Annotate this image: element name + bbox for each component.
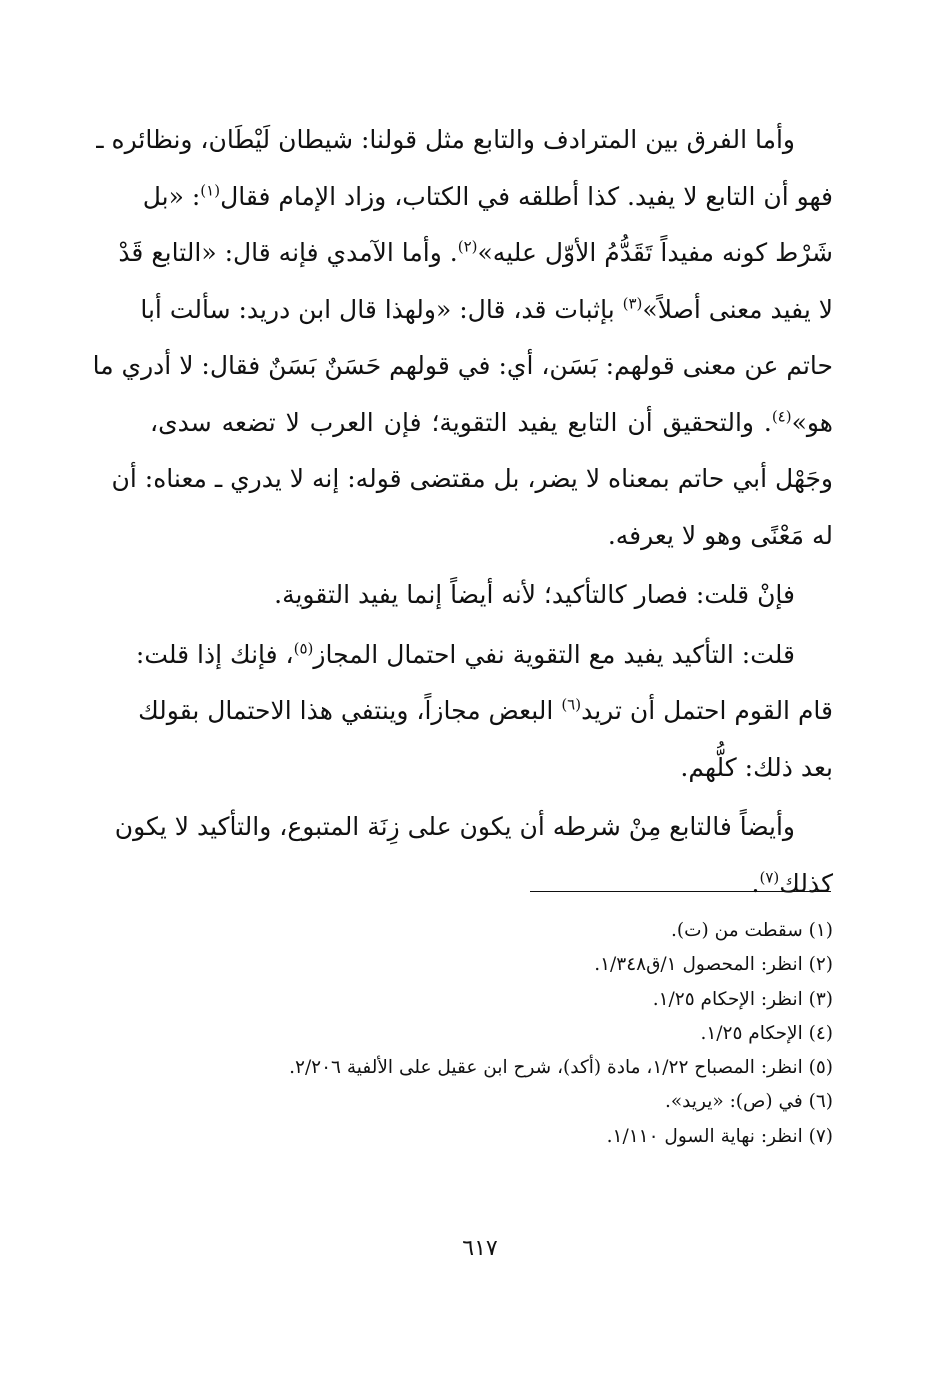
text-segment: وجَهْل أبي حاتم بمعناه لا يضر، بل مقتضى قوله: إنه لا يدري ـ معناه: أن xyxy=(111,464,833,493)
page-number: ٦١٧ xyxy=(462,1236,498,1261)
text-line xyxy=(111,451,833,508)
text-segment: وأما الفرق بين المترادف والتابع مثل قولنا: شيطان لَيْطَان، ونظائره ـ xyxy=(96,125,795,154)
footnote: (٤) الإحكام ١/٢٥. xyxy=(700,1022,833,1044)
text-segment: ، فإنك إذا قلت: xyxy=(135,639,294,669)
text-line xyxy=(92,338,833,395)
footnote-separator xyxy=(530,891,831,892)
text-segment: له مَعْنًى وهو لا يعرفه. xyxy=(607,520,833,550)
text-line xyxy=(142,169,833,226)
text-segment: : «بل xyxy=(142,181,201,211)
text-segment: حاتم عن معنى قولهم: بَسَن، أي: في قولهم حَسَنٌ بَسَنٌ فقال: لا أدري ما xyxy=(92,351,833,380)
text-segment: بعد ذلك: كلُّهم. xyxy=(680,752,833,782)
text-line xyxy=(114,799,833,856)
footnote: (١) سقطت من (ت). xyxy=(671,920,833,941)
text-line xyxy=(150,856,833,913)
text-segment: قام القوم احتمل أن تريد xyxy=(581,696,833,725)
footnote: (٣) انظر: الإحكام ١/٢٥. xyxy=(652,988,833,1010)
footnote: (٧) انظر: نهاية السول ١/١١٠. xyxy=(606,1125,833,1147)
text-line xyxy=(150,508,833,565)
text-segment: كذلك xyxy=(779,868,833,898)
text-line xyxy=(138,683,833,740)
text-line xyxy=(96,112,833,169)
footnotes xyxy=(213,914,833,1154)
text-line xyxy=(150,567,833,624)
text-segment: وأيضاً فالتابع مِنْ شرطه أن يكون على زِنَة المتبوع، والتأكيد لا يكون xyxy=(114,812,795,841)
footnote: (٦) في (ص): «يريد». xyxy=(664,1091,833,1113)
footnote-ref[interactable]: (١) xyxy=(200,181,221,200)
text-segment: . وأما الآمدي فإنه قال: «التابع قَدْ xyxy=(118,238,458,267)
text-segment: شَرْط كونه مفيداً تَقَدُّمُ الأوّل عليه» xyxy=(477,238,833,267)
footnote-ref[interactable]: (٤) xyxy=(771,407,792,426)
text-segment: قلت: التأكيد يفيد مع التقوية نفي احتمال المجاز xyxy=(313,639,795,669)
text-line xyxy=(150,395,833,452)
text-line xyxy=(118,225,833,282)
text-line xyxy=(140,282,833,339)
text-segment: بإثبات قد، قال: «ولهذا قال ابن دريد: سألت أبا xyxy=(140,294,623,324)
text-segment: . xyxy=(751,868,760,898)
text-line xyxy=(135,627,833,684)
footnote-ref[interactable]: (٦) xyxy=(561,695,582,714)
text-segment: فهو أن التابع لا يفيد. كذا أطلقه في الكتاب، وزاد الإمام فقال xyxy=(220,181,833,211)
footnote-ref[interactable]: (٥) xyxy=(293,639,314,658)
footnote: (٥) انظر: المصباح ١/٢٢، مادة (أكد)، شرح ابن عقيل على الألفية ٢/٢٠٦. xyxy=(289,1057,833,1079)
text-line xyxy=(150,740,833,797)
footnote-ref[interactable]: (٣) xyxy=(622,294,643,313)
footnote: (٢) انظر: المحصول ١/ق١/٣٤٨. xyxy=(594,954,833,976)
text-segment: لا يفيد معنى أصلاً» xyxy=(642,294,833,324)
text-segment: البعض مجازاً، وينتفي هذا الاحتمال بقولك xyxy=(138,696,562,725)
text-segment: هو» xyxy=(791,407,833,437)
footnote-ref[interactable]: (٢) xyxy=(457,237,478,256)
text-segment: فإنْ قلت: فصار كالتأكيد؛ لأنه أيضاً إنما يفيد التقوية. xyxy=(274,580,795,609)
text-segment: . والتحقيق أن التابع يفيد التقوية؛ فإن العرب لا تضعه سدى، xyxy=(150,407,772,437)
footnote-ref[interactable]: (٧) xyxy=(759,868,780,887)
main-text xyxy=(92,112,833,912)
